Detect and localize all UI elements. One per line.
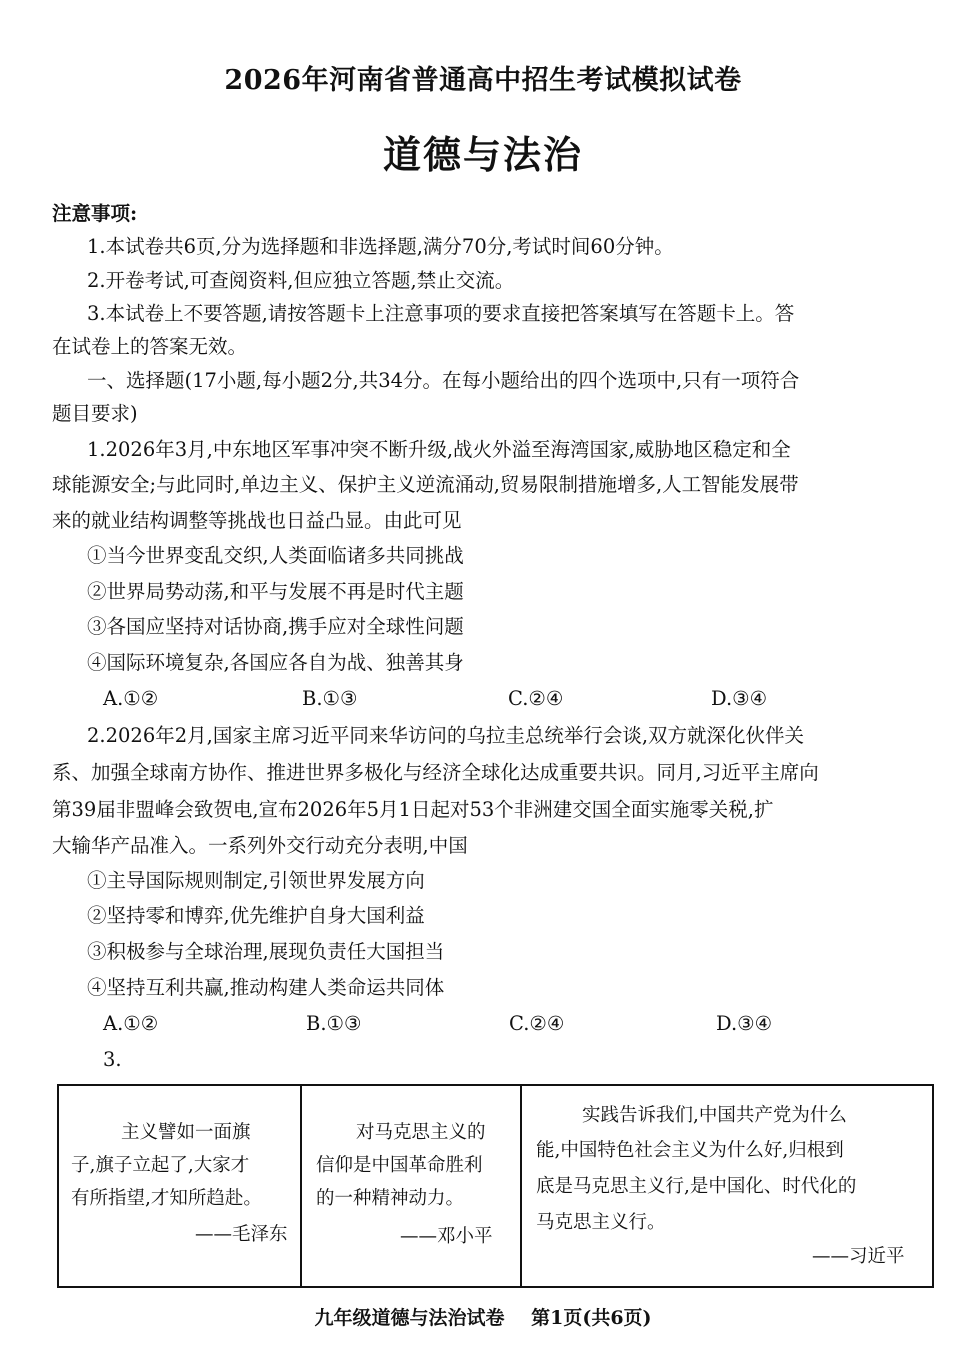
q1-option-d: D.③④ [711, 687, 768, 710]
notice-item-2: 2.开卷考试,可查阅资料,但应独立答题,禁止交流。 [87, 269, 515, 292]
q1-option-a: A.①② [103, 687, 159, 710]
quote-deng-line2: 信仰是中国革命胜利 [316, 1155, 483, 1176]
quote-deng-line1: 对马克思主义的 [356, 1122, 486, 1143]
notice-heading: 注意事项: [52, 202, 138, 225]
q2-statement-3: ③积极参与全球治理,展现负责任大国担当 [87, 940, 445, 963]
quote-xi-line2: 能,中国特色社会主义为什么好,归根到 [536, 1140, 844, 1161]
q2-option-c: C.②④ [509, 1012, 565, 1035]
quote-cell-deng [302, 1086, 522, 1286]
notice-item-1: 1.本试卷共6页,分为选择题和非选择题,满分70分,考试时间60分钟。 [87, 235, 674, 258]
quote-xi-line1: 实践告诉我们,中国共产党为什么 [582, 1105, 847, 1126]
q2-stem-line1: 2.2026年2月,国家主席习近平同来华访问的乌拉圭总统举行会谈,双方就深化伙伴关 [87, 724, 805, 747]
q1-option-b: B.①③ [302, 687, 358, 710]
quote-xi-line4: 马克思主义行。 [536, 1212, 666, 1233]
q1-stem-line3: 来的就业结构调整等挑战也日益凸显。由此可见 [52, 509, 462, 532]
q2-statement-1: ①主导国际规则制定,引领世界发展方向 [87, 869, 425, 892]
q2-option-a: A.①② [103, 1012, 159, 1035]
quote-mao-line1: 主义譬如一面旗 [121, 1122, 251, 1143]
footer-paper-name: 九年级道德与法治试卷 [314, 1307, 505, 1329]
q2-option-b: B.①③ [306, 1012, 362, 1035]
quote-xi-line3: 底是马克思主义行,是中国化、时代化的 [536, 1176, 857, 1197]
q1-stem-line1: 1.2026年3月,中东地区军事冲突不断升级,战火外溢至海湾国家,威胁地区稳定和全 [87, 438, 791, 461]
quote-mao-author: ——毛泽东 [195, 1224, 288, 1245]
quote-cell-mao [59, 1086, 302, 1286]
footer-page-info: 第1页(共6页) [531, 1307, 652, 1329]
q1-option-c: C.②④ [508, 687, 564, 710]
q2-stem-line3: 第39届非盟峰会致贺电,宣布2026年5月1日起对53个非洲建交国全面实施零关税,扩 [52, 798, 774, 821]
q2-stem-line4: 大输华产品准入。一系列外交行动充分表明,中国 [52, 834, 468, 857]
quote-mao-line3: 有所指望,才知所趋赴。 [71, 1188, 262, 1209]
q2-statement-4: ④坚持互利共赢,推动构建人类命运共同体 [87, 976, 445, 999]
quote-deng-author: ——邓小平 [400, 1226, 493, 1247]
section-heading-cont: 题目要求) [52, 402, 138, 425]
quote-cell-xi [522, 1086, 932, 1286]
q2-statement-2: ②坚持零和博弈,优先维护自身大国利益 [87, 904, 425, 927]
page-footer [0, 1303, 966, 1330]
quote-deng-line3: 的一种精神动力。 [316, 1188, 465, 1209]
subject-title: 道德与法治 [382, 132, 583, 177]
q1-statement-1: ①当今世界变乱交织,人类面临诸多共同挑战 [87, 544, 464, 567]
q1-statement-4: ④国际环境复杂,各国应各自为战、独善其身 [87, 651, 464, 674]
q2-option-d: D.③④ [716, 1012, 773, 1035]
section-heading: 一、选择题(17小题,每小题2分,共34分。在每小题给出的四个选项中,只有一项符合 [87, 369, 800, 392]
quote-table [57, 1084, 934, 1288]
quote-xi-author: ——习近平 [812, 1246, 905, 1267]
q1-statement-2: ②世界局势动荡,和平与发展不再是时代主题 [87, 580, 464, 603]
notice-item-3: 3.本试卷上不要答题,请按答题卡上注意事项的要求直接把答案填写在答题卡上。答 [87, 302, 795, 325]
notice-item-3-cont: 在试卷上的答案无效。 [52, 335, 248, 358]
quote-mao-line2: 子,旗子立起了,大家才 [71, 1155, 250, 1176]
q3-number: 3. [103, 1048, 122, 1071]
q1-statement-3: ③各国应坚持对话协商,携手应对全球性问题 [87, 615, 464, 638]
q2-stem-line2: 系、加强全球南方协作、推进世界多极化与经济全球化达成重要共识。同月,习近平主席向 [52, 761, 819, 784]
exam-title: 2026年河南省普通高中招生考试模拟试卷 [224, 65, 742, 96]
q1-stem-line2: 球能源安全;与此同时,单边主义、保护主义逆流涌动,贸易限制措施增多,人工智能发展带 [52, 473, 799, 496]
